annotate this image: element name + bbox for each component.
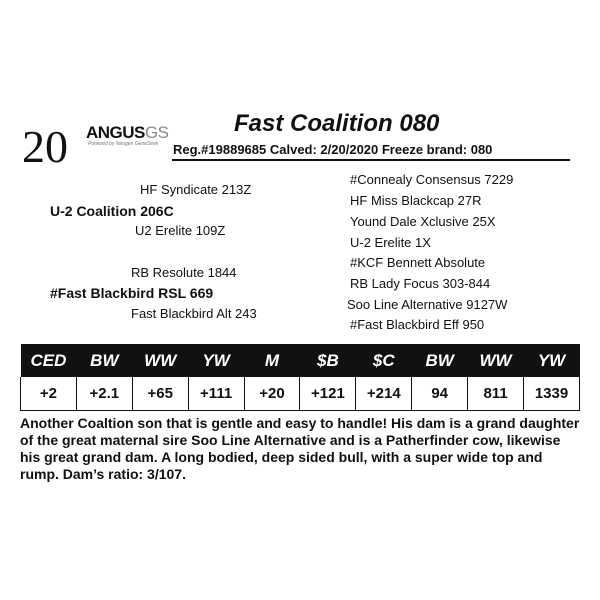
epd-header-ww: WW — [132, 344, 188, 377]
pedigree-ggp-2: HF Miss Blackcap 27R — [350, 193, 482, 208]
epd-value-ww: +65 — [132, 377, 188, 411]
pedigree-dam-dam: Fast Blackbird Alt 243 — [131, 306, 257, 321]
epd-value-actual-yw: 1339 — [524, 377, 580, 411]
epd-value-row — [21, 377, 580, 411]
epd-value-actual-bw: 94 — [412, 377, 468, 411]
epd-table — [20, 344, 580, 411]
logo-main-text: ANGUS — [86, 123, 145, 142]
pedigree-ggp-1: #Connealy Consensus 7229 — [350, 172, 514, 187]
epd-header-b-index: $B — [300, 344, 356, 377]
pedigree-ggp-8: #Fast Blackbird Eff 950 — [350, 317, 485, 332]
epd-value-actual-ww: 811 — [468, 377, 524, 411]
logo-tagline: Powered by Neogen GeneSeek — [88, 141, 159, 147]
pedigree-ggp-5: #KCF Bennett Absolute — [350, 255, 486, 270]
animal-name-title: Fast Coalition 080 — [234, 110, 440, 137]
pedigree-dam-sire: RB Resolute 1844 — [131, 265, 237, 280]
pedigree-dam: #Fast Blackbird RSL 669 — [50, 285, 214, 301]
lot-number: 20 — [22, 121, 68, 172]
epd-value-m: +20 — [244, 377, 300, 411]
epd-header-m: M — [244, 344, 300, 377]
epd-value-yw: +111 — [188, 377, 244, 411]
epd-header-actual-ww: WW — [468, 344, 524, 377]
epd-value-b-index: +121 — [300, 377, 356, 411]
pedigree-sire: U-2 Coalition 206C — [50, 203, 174, 219]
pedigree-ggp-3: Yound Dale Xclusive 25X — [350, 214, 496, 229]
epd-header-ced: CED — [21, 344, 77, 377]
epd-header-yw: YW — [188, 344, 244, 377]
pedigree-ggp-4: U-2 Erelite 1X — [350, 235, 431, 250]
epd-header-actual-yw: YW — [524, 344, 580, 377]
pedigree-sire-dam: U2 Erelite 109Z — [135, 223, 226, 238]
epd-header-bw: BW — [76, 344, 132, 377]
epd-header-c-index: $C — [356, 344, 412, 377]
logo-accent-text: GS — [144, 123, 169, 142]
epd-value-bw: +2.1 — [76, 377, 132, 411]
pedigree-ggp-6: RB Lady Focus 303-844 — [350, 276, 491, 291]
epd-value-ced: +2 — [21, 377, 77, 411]
header-divider — [172, 159, 570, 161]
angus-gs-logo — [86, 124, 168, 141]
pedigree-sire-sire: HF Syndicate 213Z — [140, 182, 252, 197]
epd-header-actual-bw: BW — [412, 344, 468, 377]
lot-description: Another Coaltion son that is gentle and easy to handle! His dam is a grand daughter of the great maternal sire Soo Line Alternative and is a Patherfinder cow, likewise his great grand dam. A long bodied, deep sided bull, with a super wide top and rump. Dam’s ratio: 3/107. — [20, 415, 580, 482]
pedigree-ggp-7: Soo Line Alternative 9127W — [347, 297, 508, 312]
epd-value-c-index: +214 — [356, 377, 412, 411]
epd-header-row — [21, 344, 580, 377]
registration-info: Reg.#19889685 Calved: 2/20/2020 Freeze brand: 080 — [173, 142, 493, 157]
